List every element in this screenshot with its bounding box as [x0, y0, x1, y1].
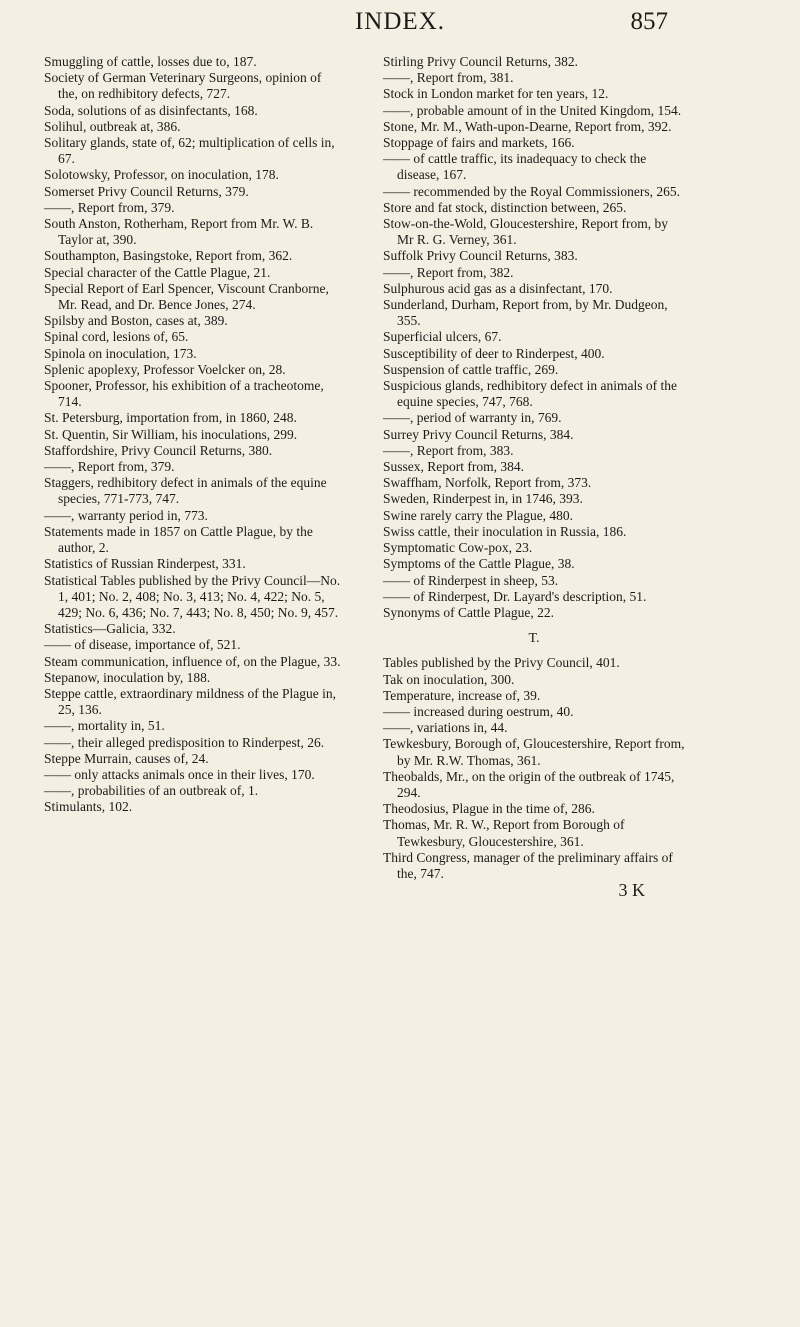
index-entry: ——, warranty period in, 773. [44, 507, 208, 523]
index-entry: Synonyms of Cattle Plague, 22. [383, 604, 554, 620]
index-entry: Steam communication, influence of, on the Plague, 33. [44, 653, 341, 669]
index-entry: ——, Report from, 379. [44, 199, 175, 215]
index-entry: Store and fat stock, distinction between, 265. [383, 199, 627, 215]
index-entry: Sweden, Rinderpest in, in 1746, 393. [383, 491, 583, 507]
index-entry: Special character of the Cattle Plague, 21. [44, 264, 271, 280]
index-entry: Stone, Mr. M., Wath-upon-Dearne, Report from, 392. [383, 118, 672, 134]
index-entry: Sunderland, Durham, Report from, by Mr. Dudgeon, 355. [383, 297, 668, 329]
index-entry: ——, Report from, 383. [383, 442, 514, 458]
index-entry: St. Petersburg, importation from, in 1860, 248. [44, 410, 297, 426]
index-entry: —— of disease, importance of, 521. [44, 637, 241, 653]
index-entry: —— of cattle traffic, its inadequacy to check the disease, 167. [383, 151, 647, 183]
index-entry: ——, Report from, 381. [383, 70, 514, 86]
index-entry: —— only attacks animals once in their lives, 170. [44, 766, 315, 782]
index-entry: Tak on inoculation, 300. [383, 671, 515, 687]
index-entry: —— increased during oestrum, 40. [383, 703, 574, 719]
index-entry: Staggers, redhibitory defect in animals of the equine species, 771-773, 747. [44, 475, 327, 507]
index-entry: Statistics—Galicia, 332. [44, 621, 176, 637]
index-entry: St. Quentin, Sir William, his inoculations, 299. [44, 426, 298, 442]
index-entry: Spooner, Professor, his exhibition of a tracheotome, 714. [44, 378, 324, 410]
left-column [44, 54, 344, 816]
index-entry: ——, Report from, 382. [383, 264, 514, 280]
index-entry: Temperature, increase of, 39. [383, 687, 541, 703]
index-entry: Statements made in 1857 on Cattle Plague, by the author, 2. [44, 523, 313, 556]
index-entry: Susceptibility of deer to Rinderpest, 400. [383, 345, 605, 361]
index-entry: ——, probabilities of an outbreak of, 1. [44, 783, 259, 799]
index-entry: Symptomatic Cow-pox, 23. [383, 540, 533, 556]
index-entry: ——, Report from, 379. [44, 459, 175, 475]
index-entry: —— of Rinderpest, Dr. Layard's description, 51. [383, 588, 647, 604]
index-entry: Special Report of Earl Spencer, Viscount Cranborne, Mr. Read, and Dr. Bence Jones, 274. [44, 280, 329, 313]
index-entry: ——, their alleged predisposition to Rinderpest, 26. [44, 734, 325, 750]
index-entry: Theobalds, Mr., on the origin of the outbreak of 1745, 294. [383, 768, 675, 800]
index-entry: South Anston, Rotherham, Report from Mr. W. B. Taylor at, 390. [44, 216, 314, 248]
index-entry: Soda, solutions of as disinfectants, 168. [44, 102, 258, 118]
index-entry: Sulphurous acid gas as a disinfectant, 170. [383, 280, 613, 296]
index-entry: Suffolk Privy Council Returns, 383. [383, 248, 578, 264]
index-entry: Stow-on-the-Wold, Gloucestershire, Report from, by Mr R. G. Verney, 361. [383, 216, 668, 248]
section-letter: T. [528, 631, 540, 647]
index-entry: —— recommended by the Royal Commissioners, 265. [383, 183, 680, 199]
index-entry: Stoppage of fairs and markets, 166. [383, 135, 575, 151]
index-entry: Suspension of cattle traffic, 269. [383, 361, 559, 377]
index-entry: Spilsby and Boston, cases at, 389. [44, 313, 228, 329]
index-entry: Symptoms of the Cattle Plague, 38. [383, 556, 575, 572]
index-entry: Swine rarely carry the Plague, 480. [383, 507, 574, 523]
index-entry: Solotowsky, Professor, on inoculation, 178. [44, 167, 279, 183]
index-entry: —— of Rinderpest in sheep, 53. [383, 572, 559, 588]
running-title: INDEX. [354, 8, 445, 35]
index-entry: ——, mortality in, 51. [44, 718, 165, 734]
index-entry: Suspicious glands, redhibitory defect in animals of the equine species, 747, 768. [383, 378, 677, 410]
index-entry: Statistics of Russian Rinderpest, 331. [44, 556, 246, 572]
index-entry: Steppe Murrain, causes of, 24. [44, 750, 209, 766]
index-entry: Smuggling of cattle, losses due to, 187. [44, 54, 257, 69]
t-entries [383, 655, 685, 882]
index-entry: Somerset Privy Council Returns, 379. [44, 183, 249, 199]
index-entry: Stepanow, inoculation by, 188. [44, 669, 211, 685]
index-entry: Tewkesbury, Borough of, Gloucestershire, Report from, by Mr. R.W. Thomas, 361. [383, 736, 685, 768]
index-entry: Splenic apoplexy, Professor Voelcker on, 28. [44, 361, 286, 377]
index-entry: ——, period of warranty in, 769. [383, 410, 562, 426]
right-column [383, 54, 685, 901]
index-entry: Thomas, Mr. R. W., Report from Borough of Tewkesbury, Gloucestershire, 361. [383, 817, 625, 849]
index-entry: Spinola on inoculation, 173. [44, 345, 197, 361]
index-entry: Solihul, outbreak at, 386. [44, 118, 181, 134]
index-entry: Sussex, Report from, 384. [383, 459, 524, 475]
index-entry: Third Congress, manager of the preliminary affairs of the, 747. [383, 849, 673, 881]
signature-mark: 3 K [618, 880, 645, 901]
s-entries [383, 54, 685, 621]
index-entry: Surrey Privy Council Returns, 384. [383, 426, 574, 442]
index-entry: ——, probable amount of in the United Kingdom, 154. [383, 102, 682, 118]
index-entry: Stirling Privy Council Returns, 382. [383, 54, 579, 69]
page-number: 857 [630, 8, 668, 35]
index-entry: Statistical Tables published by the Privy Council—No. 1, 401; No. 2, 408; No. 3, 413; No. 4, 422; No. 5, 429; No. 6, 436; No. 7, 443; No. 8, 450; No. 9, 457. [44, 572, 341, 620]
index-entry: Staffordshire, Privy Council Returns, 380. [44, 442, 273, 458]
index-entry: ——, variations in, 44. [383, 720, 508, 736]
index-entry: Stimulants, 102. [44, 799, 133, 815]
index-entry: Tables published by the Privy Council, 401. [383, 655, 620, 671]
index-entry: Stock in London market for ten years, 12. [383, 86, 609, 102]
index-entry: Steppe cattle, extraordinary mildness of the Plague in, 25, 136. [44, 685, 337, 718]
index-entry: Theodosius, Plague in the time of, 286. [383, 801, 595, 817]
index-entry: Swiss cattle, their inoculation in Russia, 186. [383, 523, 627, 539]
index-entry: Solitary glands, state of, 62; multiplication of cells in, 67. [44, 135, 335, 167]
index-entry: Spinal cord, lesions of, 65. [44, 329, 189, 345]
index-entry: Southampton, Basingstoke, Report from, 362. [44, 248, 293, 264]
index-entry: Superficial ulcers, 67. [383, 329, 502, 345]
index-entry: Swaffham, Norfolk, Report from, 373. [383, 475, 592, 491]
index-entry: Society of German Veterinary Surgeons, opinion of the, on redhibitory defects, 727. [44, 70, 322, 102]
